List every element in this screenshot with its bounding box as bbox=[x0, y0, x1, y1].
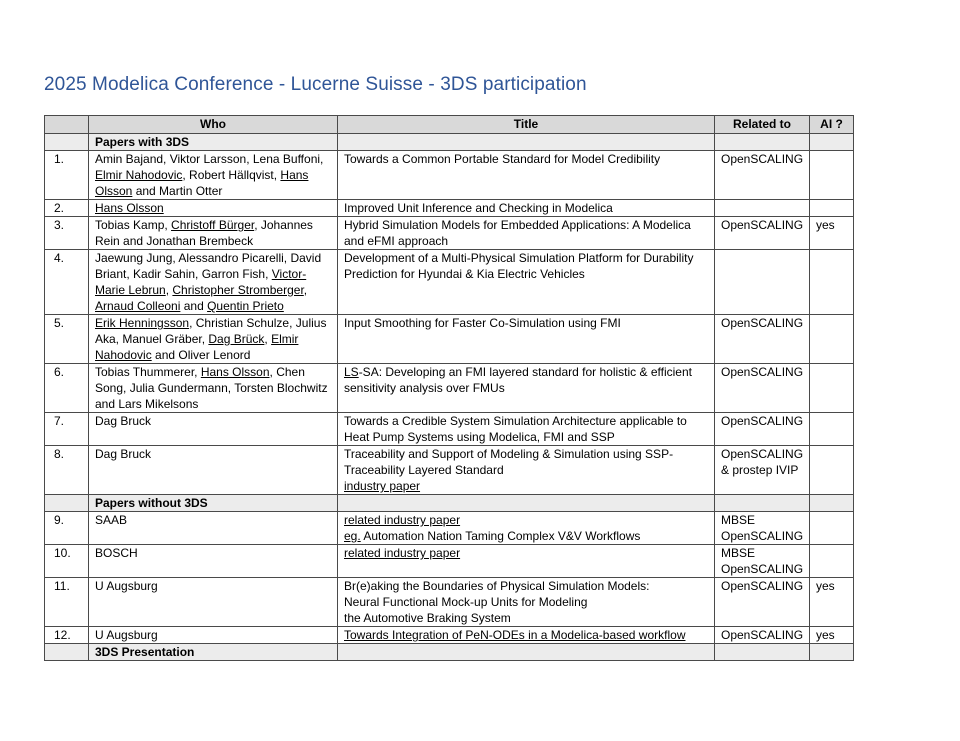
row-number: 4. bbox=[45, 250, 89, 315]
row-number: 2. bbox=[45, 200, 89, 217]
linked-text[interactable]: Hans Olsson bbox=[200, 365, 270, 379]
linked-text[interactable]: Hans Olsson bbox=[95, 168, 309, 198]
linked-text[interactable]: related industry paper bbox=[344, 546, 461, 560]
header-num bbox=[45, 116, 89, 134]
text-run: Tobias Thummerer, bbox=[95, 365, 201, 379]
linked-text[interactable]: LS bbox=[344, 365, 359, 379]
linked-text[interactable]: Arnaud Colleoni bbox=[95, 299, 181, 313]
text-run: and Martin Otter bbox=[132, 184, 223, 198]
paper-title-cell bbox=[338, 545, 715, 578]
table-row bbox=[45, 315, 854, 364]
section-label: Papers without 3DS bbox=[89, 495, 338, 512]
paper-title-cell bbox=[338, 413, 715, 446]
section-related-cell bbox=[715, 495, 810, 512]
document-title: 2025 Modelica Conference - Lucerne Suisse - 3DS participation bbox=[44, 74, 587, 95]
related-cell bbox=[715, 250, 810, 315]
header-row bbox=[45, 116, 854, 134]
related-cell bbox=[715, 413, 810, 446]
authors-cell bbox=[89, 250, 338, 315]
participation-table bbox=[44, 115, 854, 661]
related-item: OpenSCALING bbox=[721, 628, 804, 642]
paper-title-cell bbox=[338, 217, 715, 250]
title-line bbox=[344, 594, 708, 610]
text-run: , Christian Schulze, Julius Aka, Manuel Gräber, bbox=[95, 316, 327, 346]
related-cell bbox=[715, 364, 810, 413]
authors-cell bbox=[89, 151, 338, 200]
table-row bbox=[45, 151, 854, 200]
table-row bbox=[45, 578, 854, 627]
related-item: MBSE bbox=[721, 546, 756, 560]
table-body bbox=[45, 134, 854, 661]
paper-title-cell bbox=[338, 200, 715, 217]
row-number: 12. bbox=[45, 627, 89, 644]
text-run: Development of a Multi-Physical Simulation Platform for Durability Prediction for Hyundai & Kia Electric Vehicles bbox=[344, 251, 694, 281]
header-related: Related to bbox=[715, 116, 810, 134]
row-number: 8. bbox=[45, 446, 89, 495]
ai-cell bbox=[810, 250, 854, 315]
title-line bbox=[344, 250, 708, 282]
row-number: 11. bbox=[45, 578, 89, 627]
section-title-cell bbox=[338, 134, 715, 151]
ai-cell bbox=[810, 315, 854, 364]
title-line bbox=[344, 413, 708, 445]
title-line bbox=[344, 364, 708, 396]
text-run: Neural Functional Mock-up Units for Modeling bbox=[344, 595, 588, 609]
title-line bbox=[344, 446, 708, 478]
ai-cell: yes bbox=[810, 217, 854, 250]
text-run: Dag Bruck bbox=[95, 414, 152, 428]
authors-cell bbox=[89, 200, 338, 217]
related-item: OpenSCALING bbox=[721, 152, 804, 166]
ai-cell: yes bbox=[810, 578, 854, 627]
section-ai-cell bbox=[810, 134, 854, 151]
text-run: the Automotive Braking System bbox=[344, 611, 511, 625]
text-run: Traceability and Support of Modeling & Simulation using SSP-Traceability Layered Standard bbox=[344, 447, 674, 477]
paper-title-cell bbox=[338, 512, 715, 545]
table-row bbox=[45, 512, 854, 545]
title-line bbox=[344, 545, 708, 561]
section-num-cell bbox=[45, 644, 89, 661]
text-run: Br(e)aking the Boundaries of Physical Simulation Models: bbox=[344, 579, 650, 593]
section-num-cell bbox=[45, 134, 89, 151]
text-run: Tobias Kamp, bbox=[95, 218, 172, 232]
related-item: OpenSCALING bbox=[721, 579, 804, 593]
table-row bbox=[45, 627, 854, 644]
title-line bbox=[344, 512, 708, 528]
authors-cell bbox=[89, 413, 338, 446]
text-run: , Robert Hällqvist, bbox=[182, 168, 281, 182]
row-number: 6. bbox=[45, 364, 89, 413]
text-run: , Johannes Rein and Jonathan Brembeck bbox=[95, 218, 313, 248]
section-related-cell bbox=[715, 134, 810, 151]
linked-text[interactable]: related industry paper bbox=[344, 513, 461, 527]
section-title-cell bbox=[338, 644, 715, 661]
ai-cell bbox=[810, 545, 854, 578]
authors-cell bbox=[89, 217, 338, 250]
linked-text[interactable]: Quentin Prieto bbox=[207, 299, 284, 313]
section-related-cell bbox=[715, 644, 810, 661]
related-cell bbox=[715, 446, 810, 495]
section-title-cell bbox=[338, 495, 715, 512]
table-row bbox=[45, 446, 854, 495]
linked-text[interactable]: Victor-Marie Lebrun bbox=[95, 267, 307, 297]
row-number: 3. bbox=[45, 217, 89, 250]
linked-text[interactable]: Christoff Bürger bbox=[171, 218, 255, 232]
row-number: 5. bbox=[45, 315, 89, 364]
text-run: U Augsburg bbox=[95, 628, 158, 642]
paper-title-cell bbox=[338, 250, 715, 315]
table-row bbox=[45, 364, 854, 413]
section-row bbox=[45, 495, 854, 512]
text-run: U Augsburg bbox=[95, 579, 158, 593]
linked-text[interactable]: Elmir Nahodovic bbox=[95, 168, 183, 182]
linked-text[interactable]: Dag Brück bbox=[208, 332, 265, 346]
header-title: Title bbox=[338, 116, 715, 134]
text-run: SAAB bbox=[95, 513, 128, 527]
row-number: 9. bbox=[45, 512, 89, 545]
authors-cell bbox=[89, 512, 338, 545]
text-run: , Chen Song, Julia Gundermann, Torsten Blochwitz and Lars Mikelsons bbox=[95, 365, 328, 411]
title-line bbox=[344, 151, 708, 167]
header-ai: AI ? bbox=[810, 116, 854, 134]
authors-cell bbox=[89, 578, 338, 627]
row-number: 1. bbox=[45, 151, 89, 200]
related-item: MBSE bbox=[721, 513, 756, 527]
related-item: OpenSCALING bbox=[721, 218, 804, 232]
table-row bbox=[45, 250, 854, 315]
table-row bbox=[45, 413, 854, 446]
authors-cell bbox=[89, 315, 338, 364]
paper-title-cell bbox=[338, 364, 715, 413]
text-run: Input Smoothing for Faster Co-Simulation using FMI bbox=[344, 316, 621, 330]
section-label: 3DS Presentation bbox=[89, 644, 338, 661]
section-ai-cell bbox=[810, 495, 854, 512]
paper-title-cell bbox=[338, 446, 715, 495]
title-line bbox=[344, 528, 708, 544]
text-run: Amin Bajand, Viktor Larsson, Lena Buffoni, bbox=[95, 152, 324, 166]
text-run: , bbox=[303, 283, 308, 297]
related-cell bbox=[715, 512, 810, 545]
text-run: Jaewung Jung, Alessandro Picarelli, David Briant, Kadir Sahin, Garron Fish, bbox=[95, 251, 322, 281]
linked-text[interactable]: Elmir Nahodovic bbox=[95, 332, 299, 362]
ai-cell: yes bbox=[810, 627, 854, 644]
text-run: Towards a Credible System Simulation Architecture applicable to Heat Pump Systems using Modelica, FMI and SSP bbox=[344, 414, 687, 444]
related-cell bbox=[715, 578, 810, 627]
paper-title-cell bbox=[338, 315, 715, 364]
related-item: OpenSCALING bbox=[721, 414, 804, 428]
linked-text[interactable]: Christopher Stromberger bbox=[172, 283, 304, 297]
row-number: 10. bbox=[45, 545, 89, 578]
section-row bbox=[45, 134, 854, 151]
related-item: OpenSCALING bbox=[721, 316, 804, 330]
title-line bbox=[344, 578, 708, 594]
ai-cell bbox=[810, 413, 854, 446]
ai-cell bbox=[810, 151, 854, 200]
title-line bbox=[344, 478, 708, 494]
text-run: , bbox=[165, 283, 173, 297]
text-run: , bbox=[264, 332, 272, 346]
linked-text[interactable]: Hans Olsson bbox=[95, 201, 164, 215]
text-run: Towards a Common Portable Standard for Model Credibility bbox=[344, 152, 661, 166]
authors-cell bbox=[89, 446, 338, 495]
related-cell bbox=[715, 627, 810, 644]
linked-text[interactable]: eg. bbox=[344, 529, 361, 543]
title-line bbox=[344, 217, 708, 249]
text-run: Improved Unit Inference and Checking in Modelica bbox=[344, 201, 613, 215]
linked-text[interactable]: industry paper bbox=[344, 479, 421, 493]
table-row bbox=[45, 200, 854, 217]
ai-cell bbox=[810, 446, 854, 495]
text-run: Hybrid Simulation Models for Embedded Applications: A Modelica and eFMI approach bbox=[344, 218, 691, 248]
text-run: and Oliver Lenord bbox=[151, 348, 251, 362]
header-who: Who bbox=[89, 116, 338, 134]
linked-text[interactable]: Erik Henningsson bbox=[95, 316, 190, 330]
text-run: and bbox=[180, 299, 208, 313]
row-number: 7. bbox=[45, 413, 89, 446]
related-cell bbox=[715, 217, 810, 250]
ai-cell bbox=[810, 364, 854, 413]
ai-cell bbox=[810, 200, 854, 217]
related-item: OpenSCALING bbox=[721, 447, 804, 461]
authors-cell bbox=[89, 545, 338, 578]
title-line bbox=[344, 315, 708, 331]
table-row bbox=[45, 545, 854, 578]
related-item: OpenSCALING bbox=[721, 529, 804, 543]
related-item: & prostep IVIP bbox=[721, 463, 799, 477]
section-row bbox=[45, 644, 854, 661]
related-cell bbox=[715, 545, 810, 578]
ai-cell bbox=[810, 512, 854, 545]
authors-cell bbox=[89, 627, 338, 644]
text-run: Automation Nation Taming Complex V&V Workflows bbox=[360, 529, 641, 543]
section-label: Papers with 3DS bbox=[89, 134, 338, 151]
related-item: OpenSCALING bbox=[721, 562, 804, 576]
text-run: Dag Bruck bbox=[95, 447, 152, 461]
paper-title-cell bbox=[338, 578, 715, 627]
related-item: OpenSCALING bbox=[721, 365, 804, 379]
linked-text[interactable]: Towards Integration of PeN-ODEs in a Modelica-based workflow bbox=[344, 628, 686, 642]
table-row bbox=[45, 217, 854, 250]
title-line bbox=[344, 627, 708, 643]
related-cell bbox=[715, 200, 810, 217]
related-cell bbox=[715, 315, 810, 364]
title-line bbox=[344, 610, 708, 626]
authors-cell bbox=[89, 364, 338, 413]
section-ai-cell bbox=[810, 644, 854, 661]
paper-title-cell bbox=[338, 627, 715, 644]
text-run: -SA: Developing an FMI layered standard for holistic & efficient sensitivity analysis over FMUs bbox=[344, 365, 692, 395]
text-run: BOSCH bbox=[95, 546, 138, 560]
section-num-cell bbox=[45, 495, 89, 512]
title-line bbox=[344, 200, 708, 216]
paper-title-cell bbox=[338, 151, 715, 200]
related-cell bbox=[715, 151, 810, 200]
